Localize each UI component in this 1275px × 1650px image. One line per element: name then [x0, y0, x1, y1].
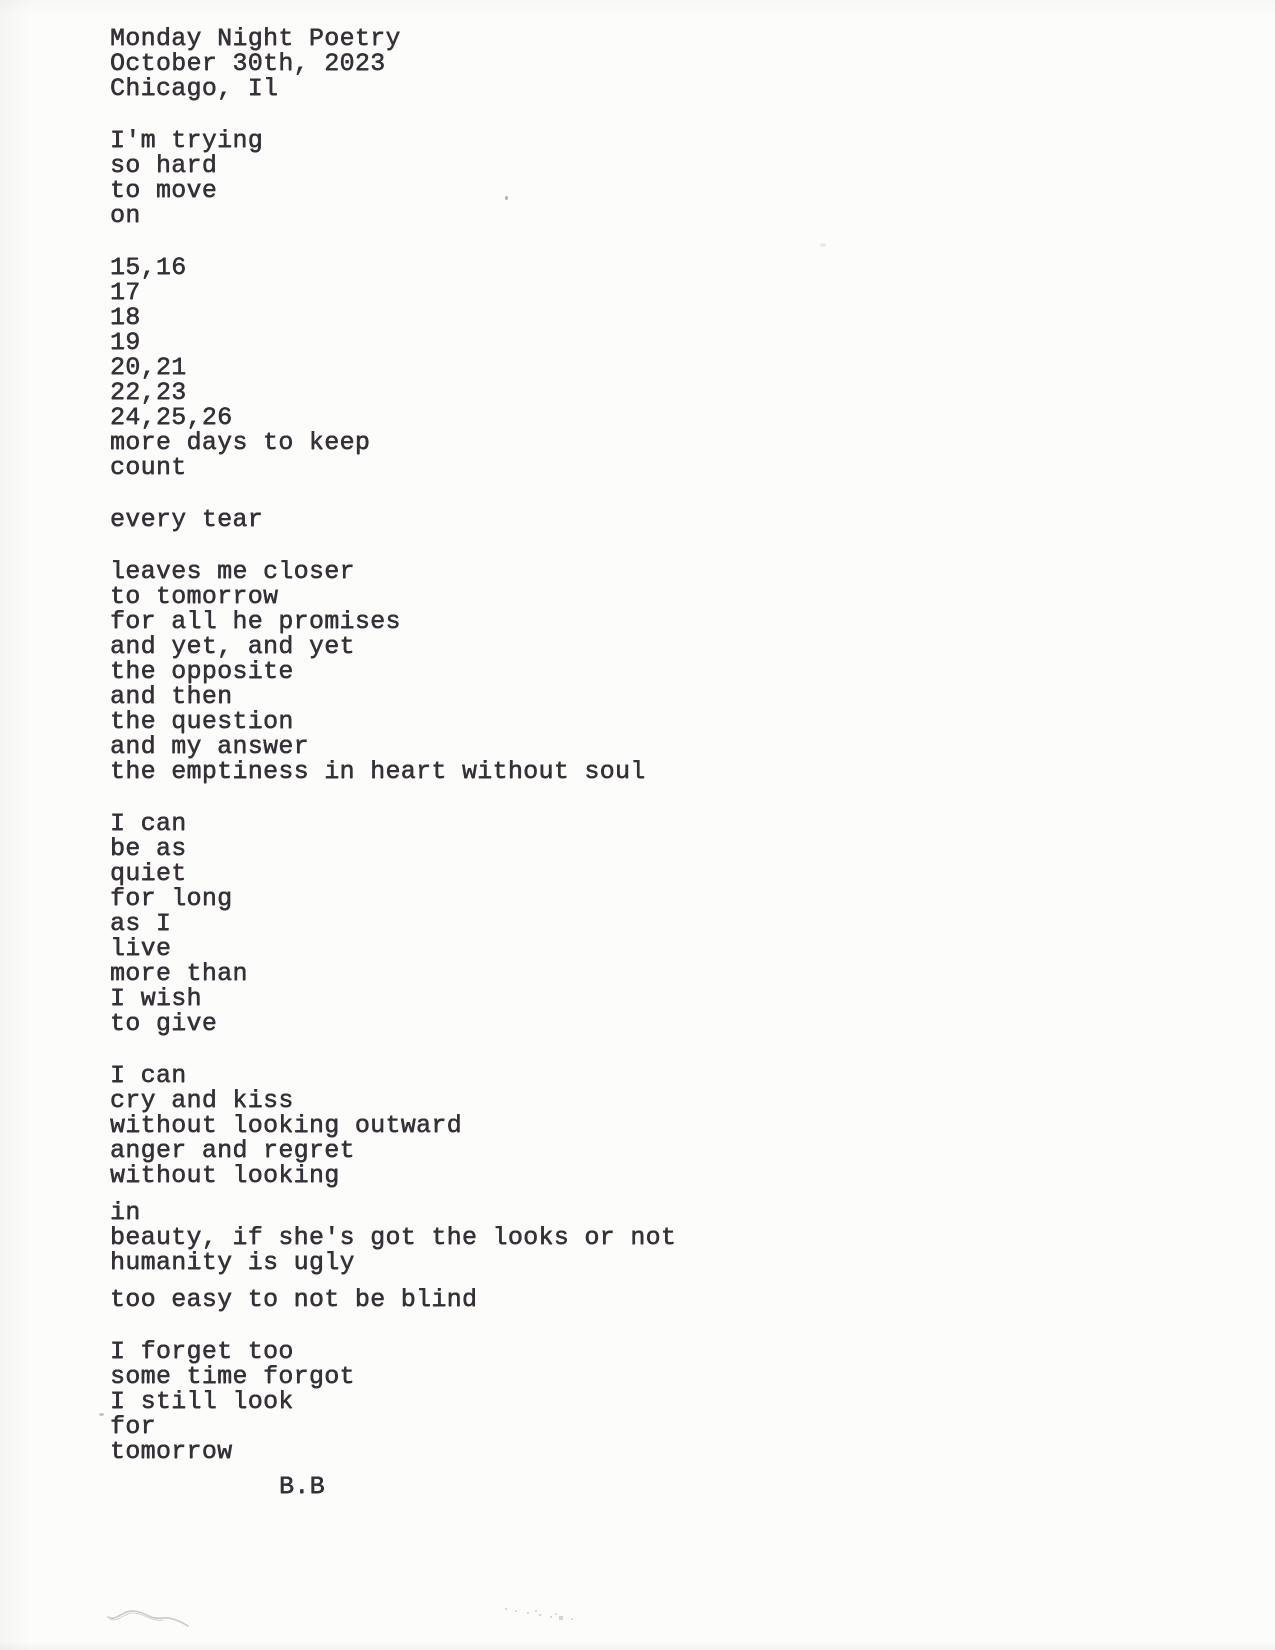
poem-line: count	[110, 453, 187, 482]
poem-stanza	[110, 255, 676, 480]
poem-line: 20,21	[110, 353, 187, 382]
poem-line: the emptiness in heart without soul	[110, 757, 646, 786]
poem-stanza	[110, 507, 676, 532]
poem-line: more days to keep	[110, 428, 371, 457]
poem-line: so hard	[110, 151, 218, 180]
poem-line: and yet, and yet	[110, 632, 355, 661]
poem-line: tomorrow	[110, 1437, 233, 1466]
poem-line: 22,23	[110, 378, 187, 407]
poem-line: be as	[110, 834, 187, 863]
speck-artifact	[820, 243, 826, 247]
poem-line: 24,25,26	[110, 403, 233, 432]
poem-line: I still look	[110, 1387, 294, 1416]
poem-line: for	[110, 1412, 156, 1441]
poem-line: some time forgot	[110, 1362, 355, 1391]
poem-line: I wish	[110, 984, 202, 1013]
poem-line: leaves me closer	[110, 557, 355, 586]
poem-line: in	[110, 1198, 141, 1227]
poem-line: and then	[110, 682, 233, 711]
poem-stanza	[110, 1200, 676, 1275]
poem-line: too easy to not be blind	[110, 1285, 478, 1314]
poem-line: to move	[110, 176, 218, 205]
poem-line: the question	[110, 707, 294, 736]
poem-line: more than	[110, 959, 248, 988]
poem-line: I can	[110, 809, 187, 838]
poem-line: the opposite	[110, 657, 294, 686]
poem-line: 17	[110, 278, 141, 307]
poem-line: to give	[110, 1009, 218, 1038]
poem-stanza	[110, 1063, 676, 1188]
poem-line: on	[110, 201, 141, 230]
author-signature: B.B	[279, 1472, 325, 1501]
poem-stanza	[110, 559, 676, 784]
poem-header-line: Chicago, Il	[110, 74, 279, 103]
poem-header	[110, 26, 676, 101]
poem-line: live	[110, 934, 172, 963]
poem-text	[110, 26, 676, 1499]
poem-line: 15,16	[110, 253, 187, 282]
poem-line: without looking outward	[110, 1111, 462, 1140]
poem-line: for long	[110, 884, 233, 913]
speck-artifact	[99, 1413, 104, 1416]
poem-line: 18	[110, 303, 141, 332]
poem-line: every tear	[110, 505, 264, 534]
pencil-squiggle-artifact	[104, 1600, 196, 1630]
poem-line: and my answer	[110, 732, 309, 761]
poem-line: anger and regret	[110, 1136, 355, 1165]
poem-line: as I	[110, 909, 172, 938]
poem-stanza	[110, 1339, 676, 1464]
poem-line: beauty, if she's got the looks or not	[110, 1223, 677, 1252]
smudge-marks-artifact	[505, 1608, 507, 1610]
poem-stanza	[110, 811, 676, 1036]
poem-header-line: October 30th, 2023	[110, 49, 386, 78]
poem-line: I'm trying	[110, 126, 264, 155]
poem-line: to tomorrow	[110, 582, 279, 611]
poem-line: cry and kiss	[110, 1086, 294, 1115]
poem-line: 19	[110, 328, 141, 357]
poem-line: I forget too	[110, 1337, 294, 1366]
poem-line: I can	[110, 1061, 187, 1090]
poem-line: without looking	[110, 1161, 340, 1190]
poem-line: for all he promises	[110, 607, 401, 636]
poem-stanza	[110, 1287, 676, 1312]
poem-line: quiet	[110, 859, 187, 888]
poem-header-line: Monday Night Poetry	[110, 24, 401, 53]
poem-stanza	[110, 128, 676, 228]
poem-line: humanity is ugly	[110, 1248, 355, 1277]
